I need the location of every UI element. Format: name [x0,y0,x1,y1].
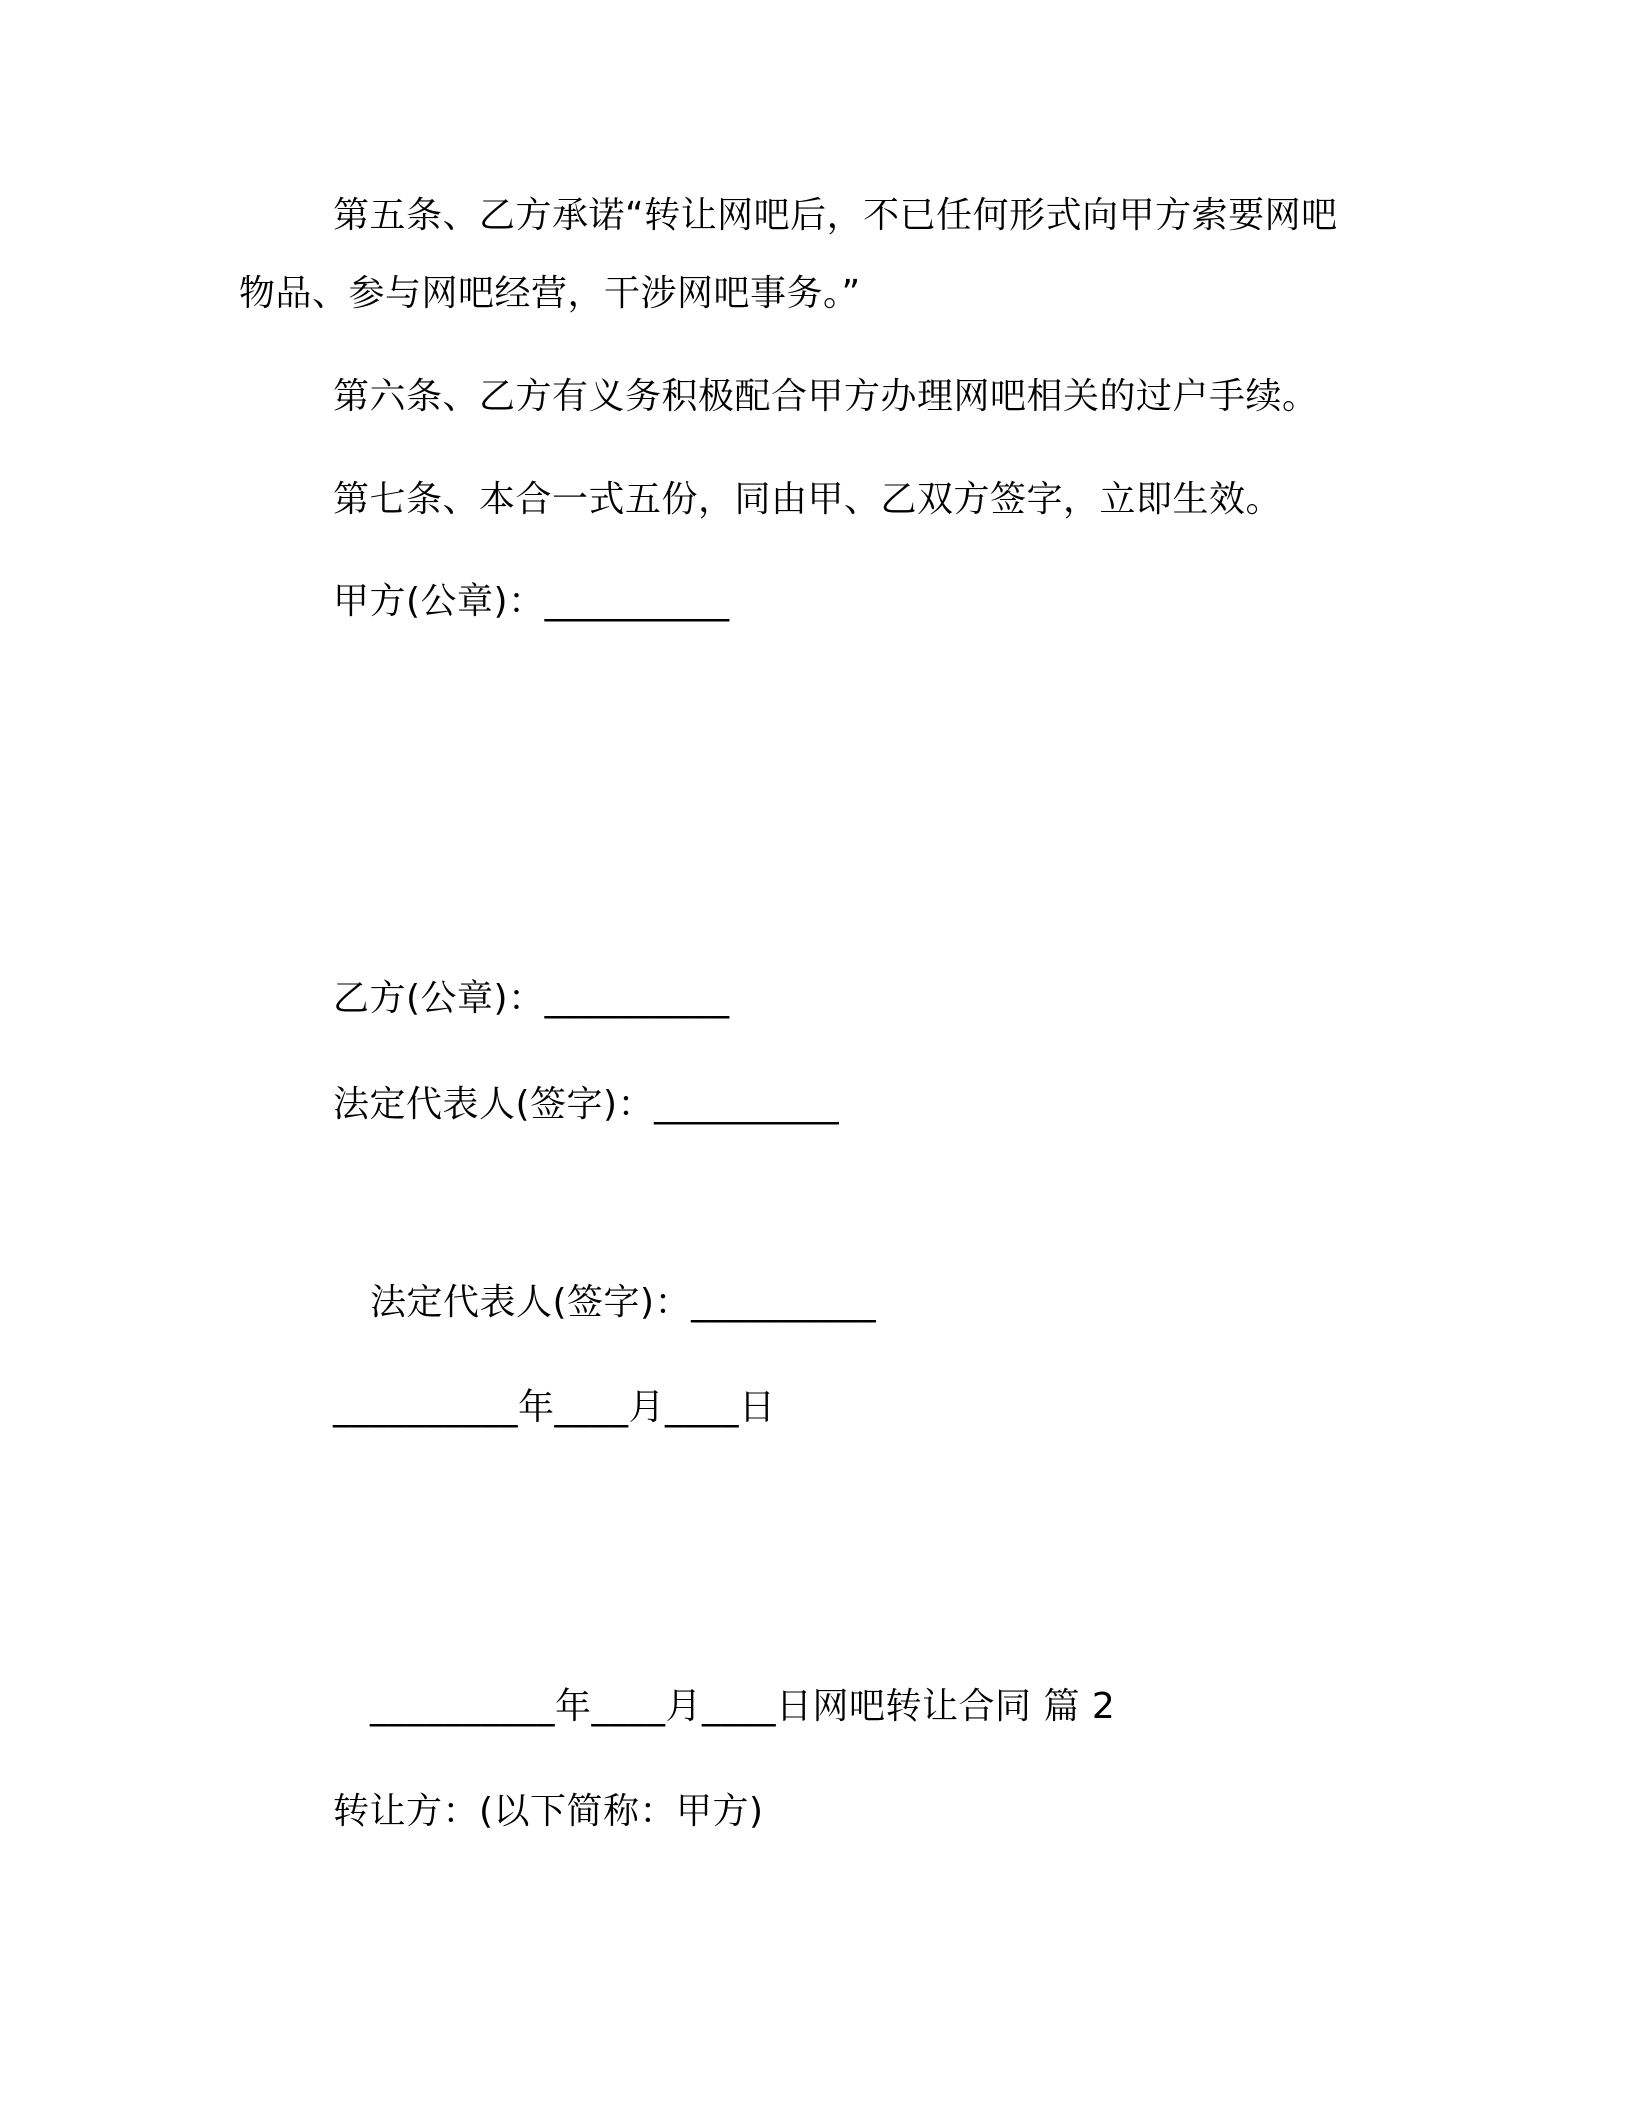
article6: 第六条、乙方有义务积极配合甲方办理网吧相关的过户手续。 [333,376,1319,417]
article5-line1: 第五条、乙方承诺“转让网吧后，不已任何形式向甲方索要网吧 [333,195,1338,236]
party-b-seal: 乙方(公章)：__________ [333,978,730,1019]
legal-representative-1: 法定代表人(签字)：__________ [333,1084,840,1125]
date-line: __________年____月____日 [333,1387,776,1428]
article5-line2: 物品、参与网吧经营，干涉网吧事务。” [239,273,861,314]
section2-title: __________年____月____日网吧转让合同 篇 2 [370,1686,1116,1727]
transferor-line: 转让方：(以下简称：甲方) [333,1791,764,1832]
legal-representative-2: 法定代表人(签字)：__________ [370,1282,877,1323]
article7: 第七条、本合一式五份，同由甲、乙双方签字，立即生效。 [333,479,1283,520]
party-a-seal: 甲方(公章)：__________ [333,581,730,622]
